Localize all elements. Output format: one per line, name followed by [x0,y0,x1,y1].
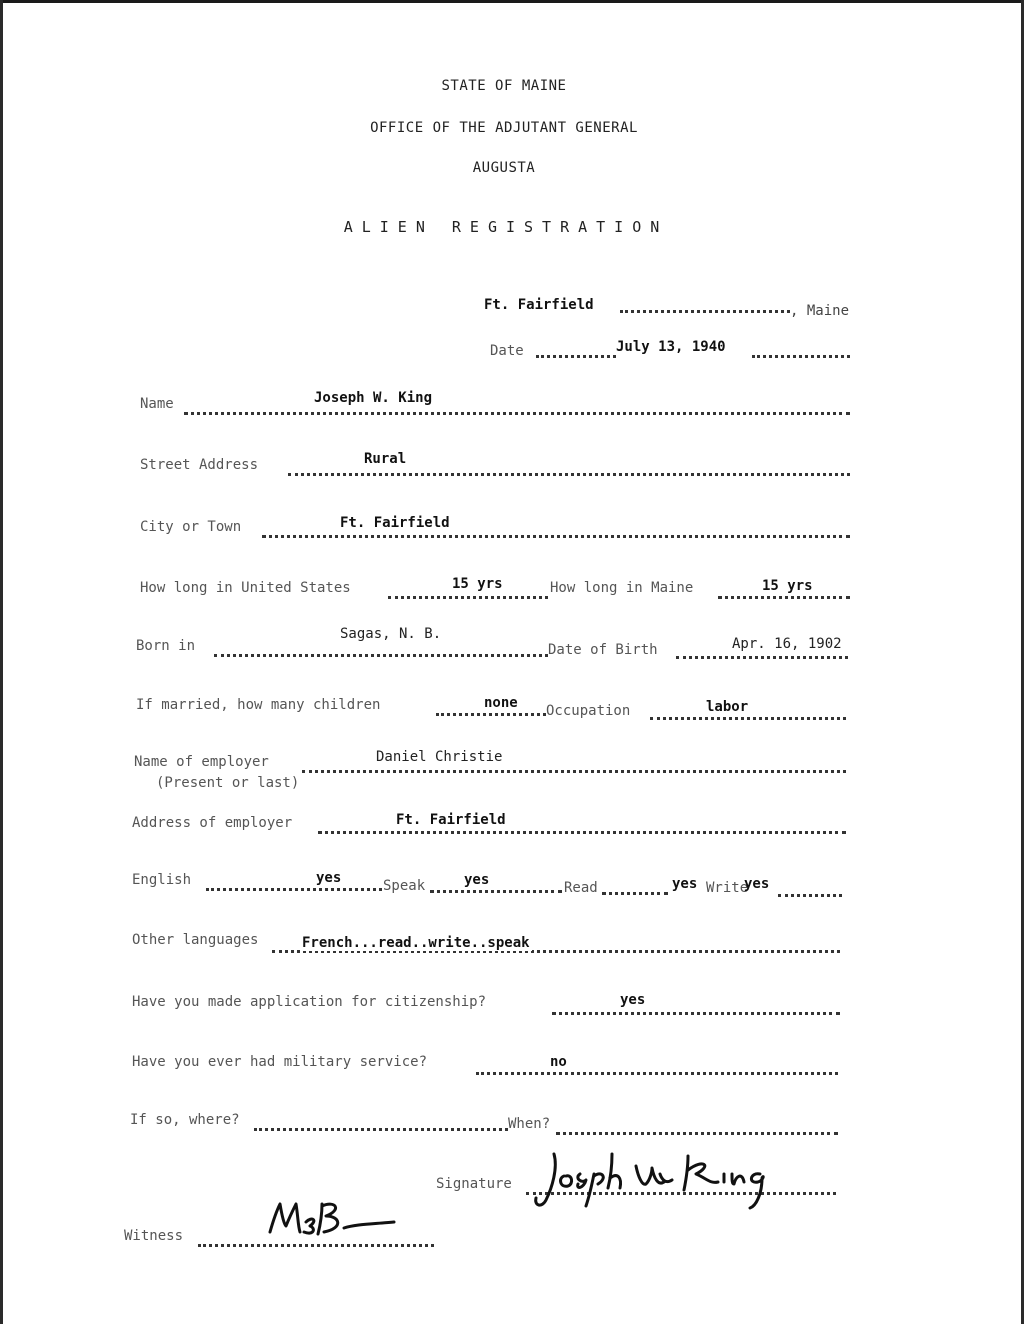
employer-sublabel: (Present or last) [156,775,300,791]
children-label: If married, how many children [136,697,381,713]
date-value: July 13, 1940 [616,339,726,355]
dots-witness [198,1244,434,1247]
when-label: When? [508,1116,551,1132]
dob-value: Apr. 16, 1902 [732,636,842,652]
write-value: yes [744,876,770,892]
write-label: Write [706,880,749,896]
form-title: ALIEN REGISTRATION [343,218,669,236]
born-label: Born in [136,638,196,654]
dots-us-time [388,596,548,599]
dots-english [206,888,382,891]
date-label: Date [490,343,524,359]
english-label: English [132,872,192,888]
dots-born [214,654,548,657]
maine-time-value: 15 yrs [762,578,813,594]
dots-name [184,412,850,415]
dots-location [620,310,790,313]
maine-time-label: How long in Maine [550,580,694,596]
english-value: yes [316,870,342,886]
dob-label: Date of Birth [548,642,658,658]
city-value: Ft. Fairfield [340,515,450,531]
employer-address-value: Ft. Fairfield [396,812,506,828]
employer-address-label: Address of employer [132,815,293,831]
read-label: Read [564,880,598,896]
children-value: none [484,695,518,711]
occupation-value: labor [706,699,749,715]
read-value: yes [672,876,698,892]
signature-handwriting [528,1144,788,1214]
dots-city [262,535,850,538]
header-state: STATE OF MAINE [441,78,567,94]
military-value: no [550,1054,567,1070]
street-label: Street Address [140,457,259,473]
dots-employer [302,770,846,773]
employer-label: Name of employer [134,754,269,770]
dots-write [778,894,842,897]
dots-date-2 [752,355,850,358]
speak-label: Speak [383,878,426,894]
dots-speak [430,890,562,893]
dots-when [556,1132,838,1135]
name-label: Name [140,396,174,412]
name-value: Joseph W. King [314,390,433,406]
dots-dob [676,656,848,659]
signature-label: Signature [436,1176,512,1192]
military-label: Have you ever had military service? [132,1054,428,1070]
us-time-label: How long in United States [140,580,351,596]
dots-occupation [650,717,846,720]
location-town: Ft. Fairfield [484,297,594,313]
dots-date-1 [536,355,616,358]
dots-read [602,892,668,895]
dots-military [476,1072,838,1075]
header-office: OFFICE OF THE ADJUTANT GENERAL [370,120,638,136]
dots-maine-time [718,596,850,599]
us-time-value: 15 yrs [452,576,503,592]
born-value: Sagas, N. B. [340,626,442,642]
dots-street [288,473,850,476]
location-state: , Maine [790,303,850,319]
dots-where [254,1128,508,1131]
witness-initials-handwriting [264,1194,414,1244]
occupation-label: Occupation [546,703,631,719]
witness-label: Witness [124,1228,184,1244]
street-value: Rural [364,451,407,467]
dots-children [436,713,546,716]
employer-value: Daniel Christie [376,749,503,765]
city-label: City or Town [140,519,242,535]
scan-edge-top [0,0,1024,3]
where-label: If so, where? [130,1112,240,1128]
dots-employer-address [318,831,846,834]
scan-edge-left [0,0,3,1324]
other-languages-value: French...read..write..speak [302,935,530,951]
dots-citizenship [552,1012,840,1015]
speak-value: yes [464,872,490,888]
citizenship-value: yes [620,992,646,1008]
header-city: AUGUSTA [472,160,536,176]
citizenship-label: Have you made application for citizenship? [132,994,487,1010]
other-languages-label: Other languages [132,932,259,948]
